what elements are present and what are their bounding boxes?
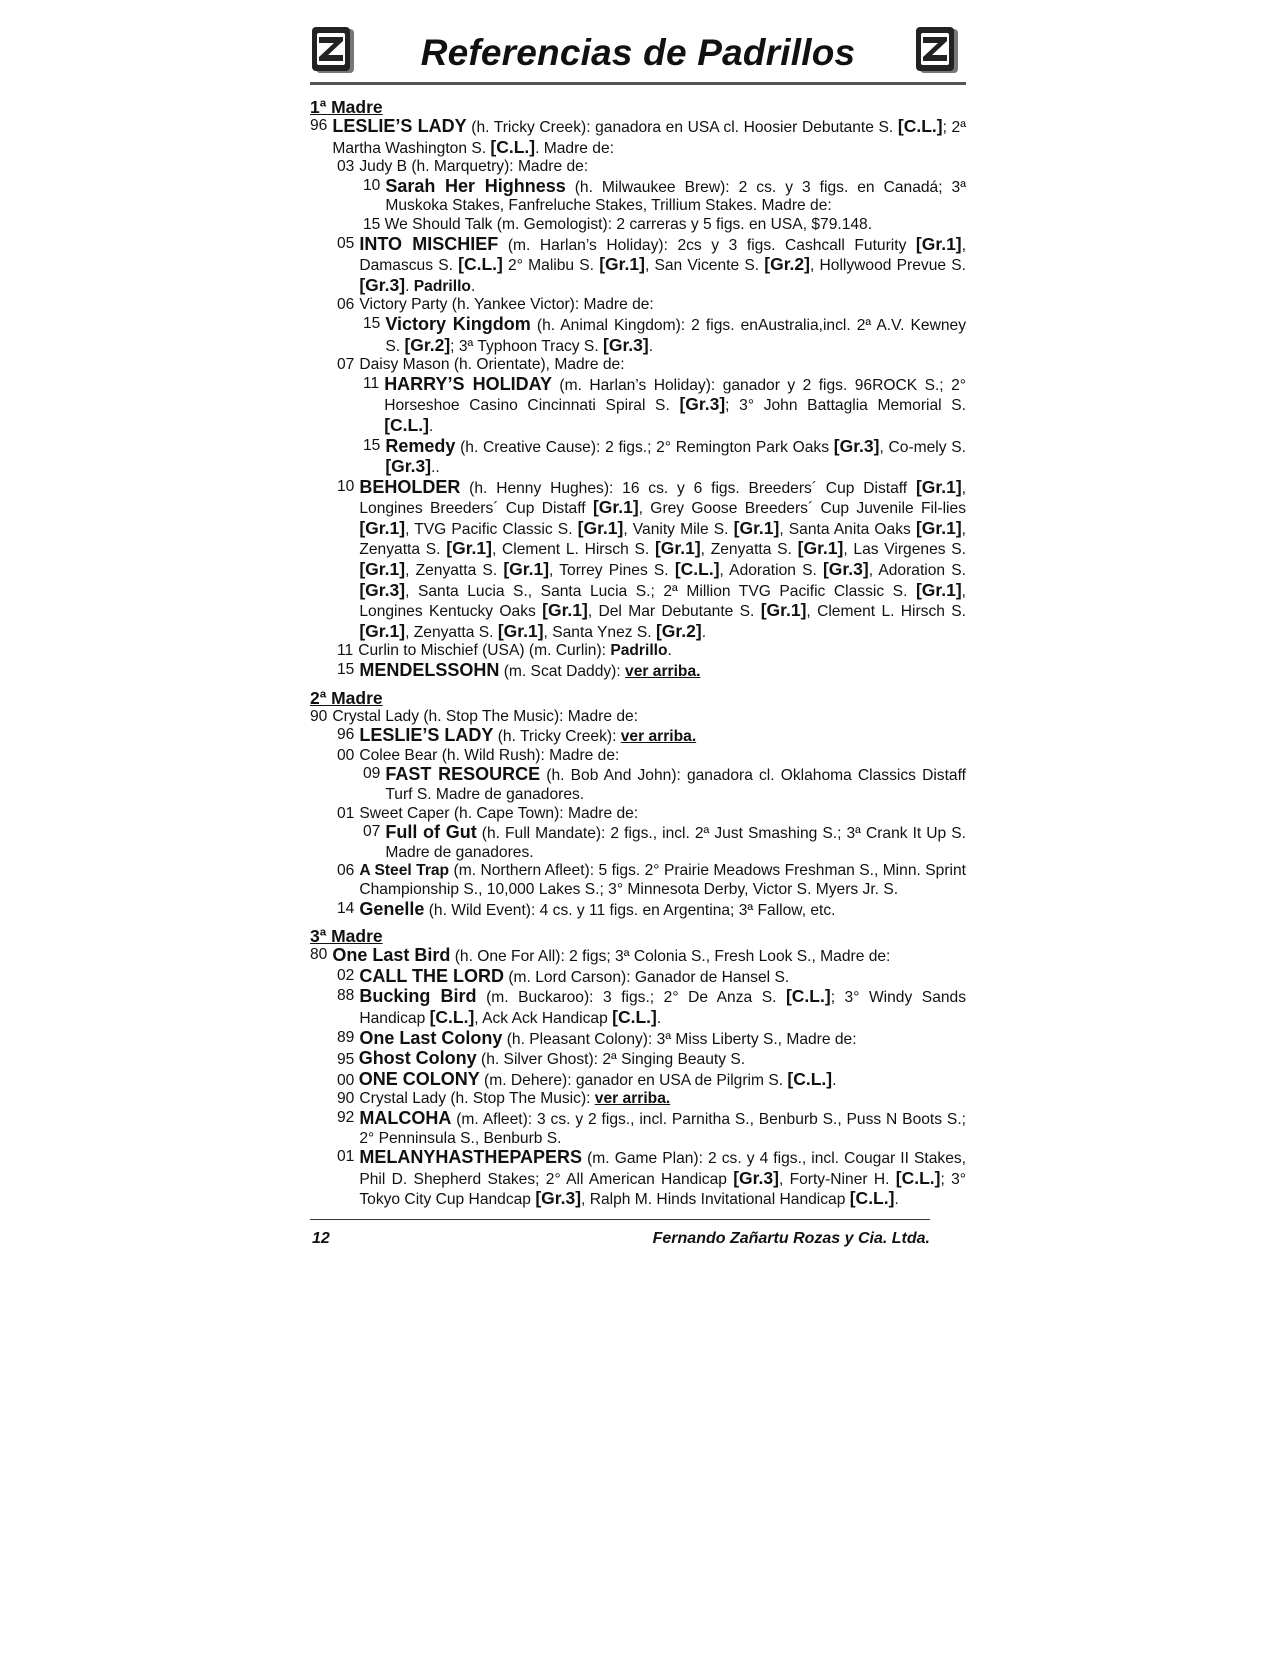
- entry-year: 90: [310, 707, 328, 725]
- brand-logo-icon: [914, 25, 962, 75]
- entry-body: [359, 1029, 966, 1050]
- entry-text: .: [656, 1009, 662, 1027]
- entry-text: , Longines Kentucky Oaks: [359, 582, 966, 621]
- entry-year: 01: [337, 1148, 355, 1166]
- entry-text: (m. Scat Daddy):: [499, 663, 626, 681]
- race-grade: [C.L.]: [897, 116, 943, 136]
- page-number: 12: [312, 1230, 330, 1247]
- pedigree-entry: [310, 315, 966, 356]
- entry-year: 15: [363, 314, 381, 332]
- race-grade: [C.L.]: [612, 1006, 657, 1027]
- pedigree-entry: [310, 765, 966, 804]
- race-grade: [Gr.1]: [915, 517, 962, 538]
- entry-body: [385, 315, 966, 356]
- bold-text: A Steel Trap: [359, 862, 450, 880]
- entry-text: , Longines Breeders´ Cup Distaff: [359, 479, 966, 518]
- entry-body: [359, 235, 966, 297]
- entry-body: [359, 661, 966, 682]
- pedigree-entry: [310, 661, 966, 682]
- pedigree-entry: [310, 1090, 966, 1109]
- entry-text: 95: [337, 1051, 359, 1069]
- race-grade: [Gr.1]: [760, 600, 807, 621]
- entry-text: (m. Buckaroo): 3 figs.; 2° De Anza S.: [476, 989, 786, 1007]
- entry-text: , Zenyatta S.: [405, 562, 504, 580]
- entry-body: [332, 708, 966, 727]
- horse-name: Full of Gut: [385, 822, 477, 843]
- section-heading: 1ª Madre: [310, 97, 383, 117]
- entry-text: (m. Dehere): ganador en USA de Pilgrim S.: [479, 1071, 788, 1089]
- entry-text: , Santa Anita Oaks: [779, 520, 916, 538]
- entry-text: (h. One For All): 2 figs; 3ª Colonia S., Fresh Look S., Madre de:: [450, 948, 891, 966]
- race-grade: [Gr.3]: [833, 435, 880, 456]
- pedigree-entry: [310, 642, 966, 661]
- entry-text: .: [405, 277, 414, 295]
- entry-text: , Del Mar Debutante S.: [587, 603, 761, 621]
- entry-text: Colee Bear (h. Wild Rush): Madre de:: [359, 746, 620, 764]
- race-grade: [Gr.3]: [603, 334, 649, 355]
- entry-text: (h. Bob And John): ganadora cl. Oklahoma Classics Distaff Turf S. Madre de ganadores.: [385, 767, 966, 803]
- entry-text: (m. Harlan’s Holiday): ganador y 2 figs. 96ROCK S.; 2° Horseshoe Casino Cincinnati Spiral S.: [384, 376, 966, 415]
- entry-text: (h. Henny Hughes): 16 cs. y 6 figs. Breeders´ Cup Distaff: [460, 479, 916, 497]
- horse-name: Victory Kingdom: [385, 313, 531, 334]
- horse-name: One Last Bird: [332, 945, 451, 966]
- race-grade: [Gr.1]: [497, 620, 544, 641]
- entry-text: , Las Virgenes S.: [843, 541, 967, 559]
- entry-text: , Zenyatta S.: [359, 520, 966, 559]
- entry-year: 00: [337, 746, 355, 764]
- entry-body: [337, 1049, 966, 1070]
- entry-text: Daisy Mason (h. Orientate), Madre de:: [359, 356, 625, 374]
- entry-text: (h. Animal Kingdom): 2 figs. enAustralia,incl. 2ª A.V. Kewney S.: [385, 316, 966, 355]
- entry-year: 10: [337, 477, 355, 495]
- entry-text: Judy B (h. Marquetry): Madre de:: [359, 158, 589, 176]
- race-grade: [Gr.3]: [679, 394, 726, 415]
- entry-body: [359, 862, 966, 899]
- entry-text: (h. Tricky Creek):: [493, 728, 621, 746]
- race-grade: [Gr.1]: [542, 600, 588, 621]
- entry-text: Crystal Lady (h. Stop The Music): Madre de:: [332, 707, 639, 725]
- entry-text: 15 We Should Talk (m. Gemologist): 2 carreras y 5 figs. en USA, $79.148.: [363, 215, 873, 233]
- entry-body: [385, 765, 966, 804]
- page-title: Referencias de Padrillos: [420, 32, 856, 73]
- entry-body: [359, 296, 966, 315]
- ver-arriba-ref: ver arriba.: [594, 1090, 671, 1108]
- entry-body: [359, 478, 966, 643]
- race-grade: [Gr.1]: [592, 497, 639, 518]
- entry-text: , Damascus S.: [359, 236, 966, 275]
- race-grade: [C.L.]: [384, 414, 429, 435]
- entry-body: [359, 1090, 966, 1109]
- race-grade: [Gr.3]: [535, 1188, 582, 1209]
- entry-year: 89: [337, 1028, 355, 1046]
- entry-year: 88: [337, 987, 355, 1005]
- entry-text: , Grey Goose Breeders´ Cup Juvenile Fil-lies: [638, 500, 966, 518]
- pedigree-entry: [310, 177, 966, 216]
- entry-text: , San Vicente S.: [644, 257, 765, 275]
- footer-company: Fernando Zañartu Rozas y Cia. Ltda.: [652, 1230, 930, 1247]
- entry-text: , Ralph M. Hinds Invitational Handicap: [581, 1191, 850, 1209]
- entry-text: 2° Malibu S.: [502, 257, 600, 275]
- pedigree-entry: [310, 437, 966, 478]
- horse-name: INTO MISCHIEF: [359, 233, 499, 254]
- entry-text: , Vanity Mile S.: [623, 520, 734, 538]
- entry-text: , Zenyatta S.: [405, 623, 498, 641]
- horse-name: CALL THE LORD: [359, 965, 505, 986]
- pedigree-entry: [310, 967, 966, 988]
- entry-body: [359, 726, 966, 747]
- entry-body: [359, 747, 966, 766]
- entry-text: (h. Creative Cause): 2 figs.; 2° Remington Park Oaks: [455, 438, 834, 456]
- pedigree-entry: [310, 216, 966, 235]
- entry-year: 02: [337, 966, 355, 984]
- race-grade: [C.L.]: [785, 986, 831, 1007]
- entry-text: .: [667, 642, 672, 660]
- entry-text: , Ack Ack Handicap: [474, 1009, 613, 1027]
- race-grade: [C.L.]: [674, 559, 720, 580]
- pedigree-entry: [310, 117, 966, 158]
- entry-year: 05: [337, 234, 355, 252]
- entry-text: .: [470, 277, 476, 295]
- race-grade: [Gr.1]: [359, 620, 406, 641]
- entry-text: (h. Silver Ghost): 2ª Singing Beauty S.: [476, 1051, 746, 1069]
- ver-arriba-ref: ver arriba.: [625, 663, 701, 681]
- race-grade: [Gr.3]: [822, 559, 869, 580]
- entry-text: , Forty-Niner H.: [778, 1170, 896, 1188]
- pedigree-entry: [310, 747, 966, 766]
- race-grade: [C.L.]: [490, 136, 536, 157]
- entry-year: 15: [363, 436, 381, 454]
- entry-body: [385, 823, 966, 862]
- entry-year: 09: [363, 765, 381, 783]
- entry-year: 06: [337, 296, 355, 314]
- horse-name: MELANYHASTHEPAPERS: [359, 1147, 583, 1168]
- section-heading: 2ª Madre: [310, 687, 383, 708]
- horse-name: Remedy: [385, 435, 456, 456]
- race-grade: [Gr.1]: [797, 538, 844, 559]
- race-grade: [Gr.1]: [733, 517, 780, 538]
- entry-year: 92: [337, 1108, 355, 1126]
- race-grade: [Gr.2]: [764, 254, 810, 275]
- entry-text: Victory Party (h. Yankee Victor): Madre de:: [359, 296, 654, 314]
- entry-year: 07: [363, 823, 381, 841]
- race-grade: [Gr.1]: [359, 559, 406, 580]
- pedigree-entry: [310, 1109, 966, 1148]
- entry-body: [359, 900, 966, 921]
- entry-text: 00: [337, 1071, 359, 1089]
- entry-text: (h. Wild Event): 4 cs. y 11 figs. en Argentina; 3ª Fallow, etc.: [424, 901, 836, 919]
- entry-text: , Clement L. Hirsch S.: [491, 541, 655, 559]
- entry-year: 10: [363, 176, 381, 194]
- entry-text: (m. Lord Carson): Ganador de Hansel S.: [504, 968, 790, 986]
- horse-name: LESLIE’S LADY: [359, 725, 494, 746]
- race-grade: [Gr.1]: [599, 254, 645, 275]
- pedigree-entry: [310, 726, 966, 747]
- entry-body: [359, 158, 966, 177]
- race-grade: [C.L.]: [458, 254, 503, 275]
- bold-text: Padrillo: [610, 642, 668, 660]
- page-header: [310, 20, 966, 85]
- entry-text: (h. Milwaukee Brew): 2 cs. y 3 figs. en Canadá; 3ª Muskoka Stakes, Fanfreluche Stakes, Trillium Stakes. Madre de:: [385, 178, 966, 215]
- entry-text: ; 3° John Battaglia Memorial S.: [725, 397, 966, 415]
- entry-body: [332, 946, 966, 967]
- race-grade: [Gr.3]: [733, 1167, 779, 1188]
- entry-text: , Torrey Pines S.: [549, 562, 675, 580]
- entry-text: .: [894, 1191, 899, 1209]
- horse-name: Bucking Bird: [359, 986, 477, 1007]
- entry-text: , Santa Lucia S., Santa Lucia S.; 2ª Million TVG Pacific Classic S.: [405, 582, 916, 600]
- entry-year: 11: [363, 374, 380, 392]
- race-grade: [Gr.3]: [359, 274, 406, 295]
- entry-text: Curlin to Mischief (USA) (m. Curlin):: [358, 642, 611, 660]
- entry-text: ..: [431, 459, 440, 477]
- pedigree-entry: [310, 1070, 966, 1091]
- section-heading: 3ª Madre: [310, 926, 383, 947]
- bold-text: Padrillo: [413, 277, 471, 295]
- race-grade: [Gr.1]: [503, 559, 550, 580]
- entry-text: .: [428, 417, 434, 435]
- entry-text: ; 3° Tokyo City Cup Handcap: [359, 1170, 967, 1209]
- entry-text: ; 3° Windy Sands Handicap: [359, 989, 967, 1027]
- pedigree-entry: [310, 1049, 966, 1070]
- race-grade: [Gr.2]: [404, 334, 451, 355]
- horse-name: LESLIE’S LADY: [332, 116, 467, 136]
- horse-name: Ghost Colony: [358, 1048, 477, 1069]
- entry-text: Sweet Caper (h. Cape Town): Madre de:: [359, 804, 639, 822]
- entry-text: , Hollywood Prevue S.: [809, 257, 966, 275]
- ver-arriba-ref: ver arriba.: [620, 728, 697, 746]
- race-grade: [C.L.]: [849, 1188, 895, 1209]
- entry-text: .: [648, 337, 654, 355]
- pedigree-entry: [310, 296, 966, 315]
- entry-year: 06: [337, 862, 355, 880]
- entry-text: (h. Pleasant Colony): 3ª Miss Liberty S., Madre de:: [502, 1030, 857, 1048]
- horse-name: HARRY’S HOLIDAY: [384, 373, 552, 394]
- horse-name: FAST RESOURCE: [385, 764, 541, 785]
- entry-body: [385, 177, 966, 216]
- entry-year: 96: [337, 726, 355, 744]
- entry-text: , Adoration S.: [868, 562, 966, 580]
- horse-name: MALCOHA: [359, 1107, 452, 1128]
- pedigree-entry: [310, 805, 966, 824]
- horse-name: MENDELSSOHN: [359, 660, 500, 681]
- race-grade: [C.L.]: [895, 1167, 941, 1188]
- entry-text: . Madre de:: [535, 139, 614, 157]
- race-grade: [Gr.3]: [385, 456, 432, 477]
- entry-body: [359, 987, 966, 1028]
- pedigree-entry: [310, 708, 966, 727]
- entry-text: (h. Tricky Creek): ganadora en USA cl. Hoosier Debutante S.: [466, 119, 898, 136]
- entry-body: [359, 967, 966, 988]
- pedigree-entry: [310, 478, 966, 643]
- entry-year: 03: [337, 158, 355, 176]
- entry-text: , Co-mely S.: [879, 438, 967, 456]
- pedigree-entry: [310, 375, 966, 437]
- entry-body: [337, 1070, 966, 1091]
- entry-body: [359, 805, 966, 824]
- pedigree-entry: [310, 1148, 966, 1210]
- entry-year: 80: [310, 946, 328, 964]
- pedigree-entry: [310, 900, 966, 921]
- pedigree-entry: [310, 823, 966, 862]
- entry-year: 11: [337, 642, 354, 660]
- entry-text: (h. Full Mandate): 2 figs., incl. 2ª Just Smashing S.; 3ª Crank It Up S. Madre de ganadores.: [385, 825, 966, 861]
- pedigree-entry: [310, 158, 966, 177]
- entry-text: , Santa Ynez S.: [543, 623, 656, 641]
- entry-text: (m. Afleet): 3 cs. y 2 figs., incl. Parnitha S., Benburb S., Puss N Boots S.; 2° Penninsula S., Benburb S.: [359, 1110, 966, 1147]
- entry-body: [332, 117, 966, 158]
- entry-body: [359, 1148, 966, 1210]
- entry-body: [359, 1109, 966, 1148]
- entry-body: [384, 375, 966, 437]
- horse-name: ONE COLONY: [358, 1068, 480, 1089]
- race-grade: [Gr.1]: [654, 538, 701, 559]
- entry-body: [359, 356, 966, 375]
- entry-year: 90: [337, 1090, 355, 1108]
- race-grade: [Gr.2]: [655, 620, 702, 641]
- race-grade: [C.L.]: [787, 1068, 833, 1089]
- horse-name: One Last Colony: [359, 1027, 503, 1048]
- entry-text: ; 2ª Martha Washington S.: [332, 119, 966, 157]
- race-grade: [Gr.1]: [577, 517, 624, 538]
- race-grade: [Gr.3]: [359, 579, 406, 600]
- entry-text: , Zenyatta S.: [700, 541, 798, 559]
- entry-text: , TVG Pacific Classic S.: [405, 520, 578, 538]
- race-grade: [Gr.1]: [915, 579, 962, 600]
- entry-year: 15: [337, 661, 355, 679]
- entry-body: [363, 216, 966, 235]
- entry-year: 01: [337, 804, 355, 822]
- race-grade: [Gr.1]: [915, 233, 962, 254]
- pedigree-entry: [310, 1029, 966, 1050]
- race-grade: [Gr.1]: [446, 538, 492, 559]
- pedigree-entry: [310, 356, 966, 375]
- entry-text: .: [701, 623, 707, 641]
- page: [310, 20, 966, 1210]
- race-grade: [Gr.1]: [359, 517, 406, 538]
- entry-text: Crystal Lady (h. Stop The Music):: [359, 1090, 595, 1108]
- entry-body: [385, 437, 966, 478]
- race-grade: [C.L.]: [429, 1006, 475, 1027]
- pedigree-entry: [310, 862, 966, 899]
- pedigree-content: [310, 97, 966, 1210]
- entry-text: .: [832, 1071, 837, 1089]
- entry-text: (m. Game Plan): 2 cs. y 4 figs., incl. Cougar II Stakes, Phil D. Shepherd Stakes; 2° All American Handicap: [359, 1150, 966, 1188]
- entry-text: , Clement L. Hirsch S.: [806, 603, 966, 621]
- entry-text: (m. Northern Afleet): 5 figs. 2° Prairie Meadows Freshman S., Minn. Sprint Championship S., 10,000 Lakes S.; 3° Minnesota Derby, Victor S. Myers Jr. S.: [359, 862, 966, 898]
- entry-text: , Adoration S.: [719, 562, 823, 580]
- entry-year: 14: [337, 899, 355, 917]
- entry-text: (m. Harlan’s Holiday): 2cs y 3 figs. Cashcall Futurity: [498, 236, 916, 254]
- pedigree-entry: [310, 946, 966, 967]
- entry-year: 07: [337, 356, 355, 374]
- horse-name: Sarah Her Highness: [385, 175, 566, 196]
- page-footer: [310, 1219, 930, 1250]
- race-grade: [Gr.1]: [915, 476, 962, 497]
- pedigree-entry: [310, 987, 966, 1028]
- horse-name: BEHOLDER: [359, 476, 461, 497]
- entry-year: 96: [310, 117, 328, 134]
- entry-body: [358, 642, 966, 661]
- pedigree-entry: [310, 235, 966, 297]
- horse-name: Genelle: [359, 898, 425, 919]
- entry-text: ; 3ª Typhoon Tracy S.: [450, 337, 603, 355]
